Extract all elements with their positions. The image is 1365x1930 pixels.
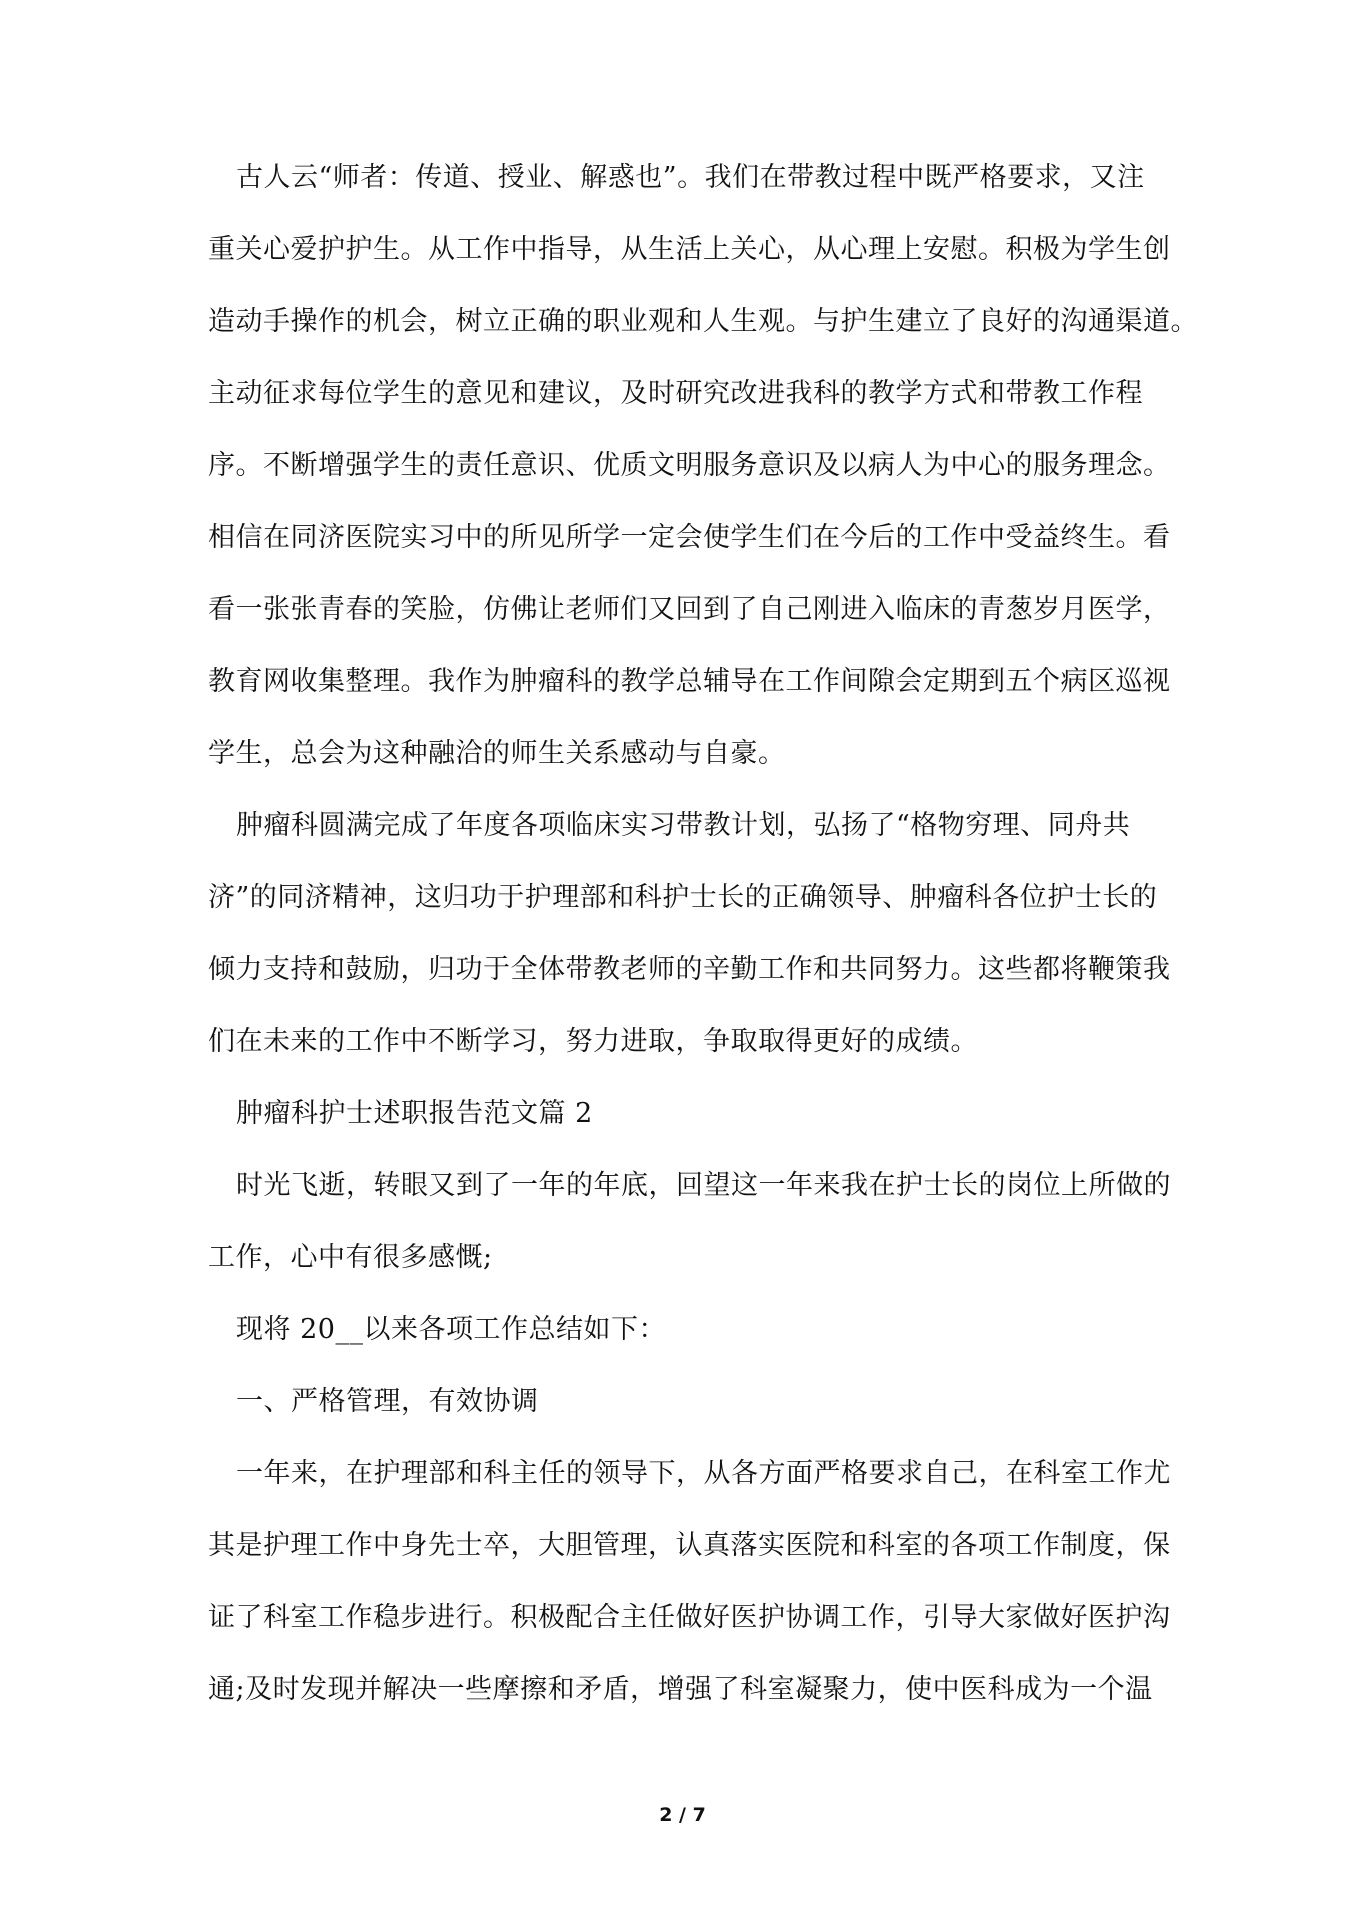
text-line: 相信在同济医院实习中的所见所学一定会使学生们在今后的工作中受益终生。看 (208, 522, 1171, 553)
text-line: 证了科室工作稳步进行。积极配合主任做好医护协调工作，引导大家做好医护沟 (208, 1602, 1171, 1633)
text-line: 学生，总会为这种融洽的师生关系感动与自豪。 (208, 738, 786, 769)
text-line: 肿瘤科圆满完成了年度各项临床实习带教计划，弘扬了“格物穷理、同舟共 (236, 810, 1131, 841)
section-heading: 肿瘤科护士述职报告范文篇 2 (236, 1098, 593, 1129)
text-line: 现将 20__以来各项工作总结如下： (236, 1314, 666, 1345)
text-line: 古人云“师者：传道、授业、解惑也”。我们在带教过程中既严格要求，又注 (236, 162, 1145, 193)
text-line: 看一张张青春的笑脸，仿佛让老师们又回到了自己刚进入临床的青葱岁月医学， (208, 594, 1171, 625)
text-line: 主动征求每位学生的意见和建议，及时研究改进我科的教学方式和带教工作程 (208, 378, 1143, 409)
text-line: 通;及时发现并解决一些摩擦和矛盾，增强了科室凝聚力，使中医科成为一个温 (208, 1674, 1153, 1705)
page-number: 2 / 7 (659, 1804, 706, 1826)
text-line: 序。不断增强学生的责任意识、优质文明服务意识及以病人为中心的服务理念。 (208, 450, 1171, 481)
text-line: 一年来，在护理部和科主任的领导下，从各方面严格要求自己，在科室工作尤 (236, 1458, 1171, 1489)
text-line: 济”的同济精神，这归功于护理部和科护士长的正确领导、肿瘤科各位护士长的 (208, 882, 1158, 913)
text-line: 工作，心中有很多感慨; (208, 1242, 493, 1273)
document-body (208, 148, 1198, 1732)
text-line: 重关心爱护护生。从工作中指导，从生活上关心，从心理上安慰。积极为学生创 (208, 234, 1171, 265)
text-line: 造动手操作的机会，树立正确的职业观和人生观。与护生建立了良好的沟通渠道。 (208, 306, 1198, 337)
text-line: 倾力支持和鼓励，归功于全体带教老师的辛勤工作和共同努力。这些都将鞭策我 (208, 954, 1171, 985)
text-line: 其是护理工作中身先士卒，大胆管理，认真落实医院和科室的各项工作制度，保 (208, 1530, 1171, 1561)
text-line: 时光飞逝，转眼又到了一年的年底，回望这一年来我在护士长的岗位上所做的 (236, 1170, 1171, 1201)
subsection-heading: 一、严格管理，有效协调 (236, 1386, 539, 1417)
text-line: 教育网收集整理。我作为肿瘤科的教学总辅导在工作间隙会定期到五个病区巡视 (208, 666, 1171, 697)
text-line: 们在未来的工作中不断学习，努力进取，争取取得更好的成绩。 (208, 1026, 978, 1057)
